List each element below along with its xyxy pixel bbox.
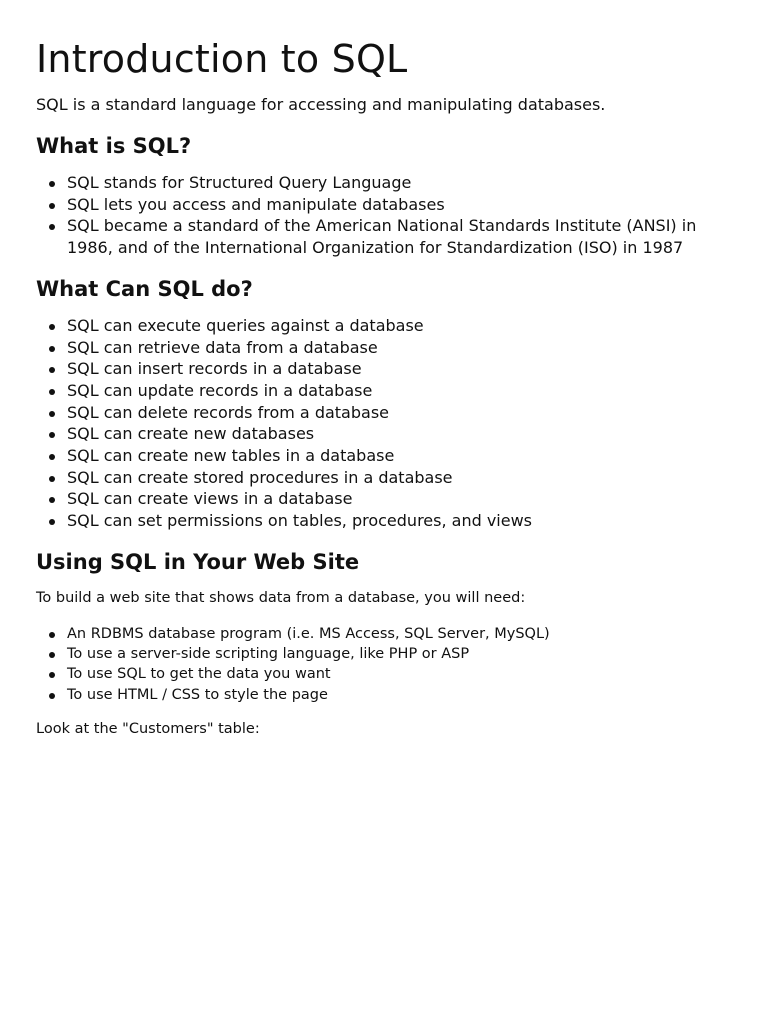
list-item: SQL stands for Structured Query Language bbox=[36, 172, 732, 194]
web-site-requirements-list bbox=[36, 624, 732, 705]
list-item: To use HTML / CSS to style the page bbox=[36, 685, 732, 705]
list-item: SQL can delete records from a database bbox=[36, 402, 732, 424]
what-can-sql-do-list bbox=[36, 315, 732, 532]
section-heading-what-is-sql: What is SQL? bbox=[36, 134, 192, 158]
list-item: SQL can retrieve data from a database bbox=[36, 337, 732, 359]
customers-table-paragraph: Look at the "Customers" table: bbox=[36, 721, 260, 738]
list-item: SQL can set permissions on tables, procedures, and views bbox=[36, 510, 732, 532]
list-item: SQL can insert records in a database bbox=[36, 358, 732, 380]
list-item: To use SQL to get the data you want bbox=[36, 664, 732, 684]
list-item: SQL can create new tables in a database bbox=[36, 445, 732, 467]
web-site-paragraph: To build a web site that shows data from a database, you will need: bbox=[36, 589, 526, 606]
list-item: SQL can update records in a database bbox=[36, 380, 732, 402]
list-item: SQL lets you access and manipulate databases bbox=[36, 194, 732, 216]
section-heading-what-can-sql-do: What Can SQL do? bbox=[36, 276, 253, 301]
section-heading-using-sql-web-site: Using SQL in Your Web Site bbox=[36, 549, 360, 574]
what-is-sql-list bbox=[36, 172, 732, 259]
intro-paragraph: SQL is a standard language for accessing and manipulating databases. bbox=[36, 95, 606, 114]
list-item: SQL can create new databases bbox=[36, 423, 732, 445]
list-item: SQL can execute queries against a database bbox=[36, 315, 732, 337]
list-item: SQL can create stored procedures in a database bbox=[36, 467, 732, 489]
list-item: SQL became a standard of the American National Standards Institute (ANSI) in 1986, and of the International Organization for Standardization (ISO) in 1987 bbox=[36, 215, 732, 258]
list-item: SQL can create views in a database bbox=[36, 488, 732, 510]
list-item: An RDBMS database program (i.e. MS Access, SQL Server, MySQL) bbox=[36, 624, 732, 644]
list-item: To use a server-side scripting language, like PHP or ASP bbox=[36, 644, 732, 664]
page-title: Introduction to SQL bbox=[36, 37, 408, 81]
